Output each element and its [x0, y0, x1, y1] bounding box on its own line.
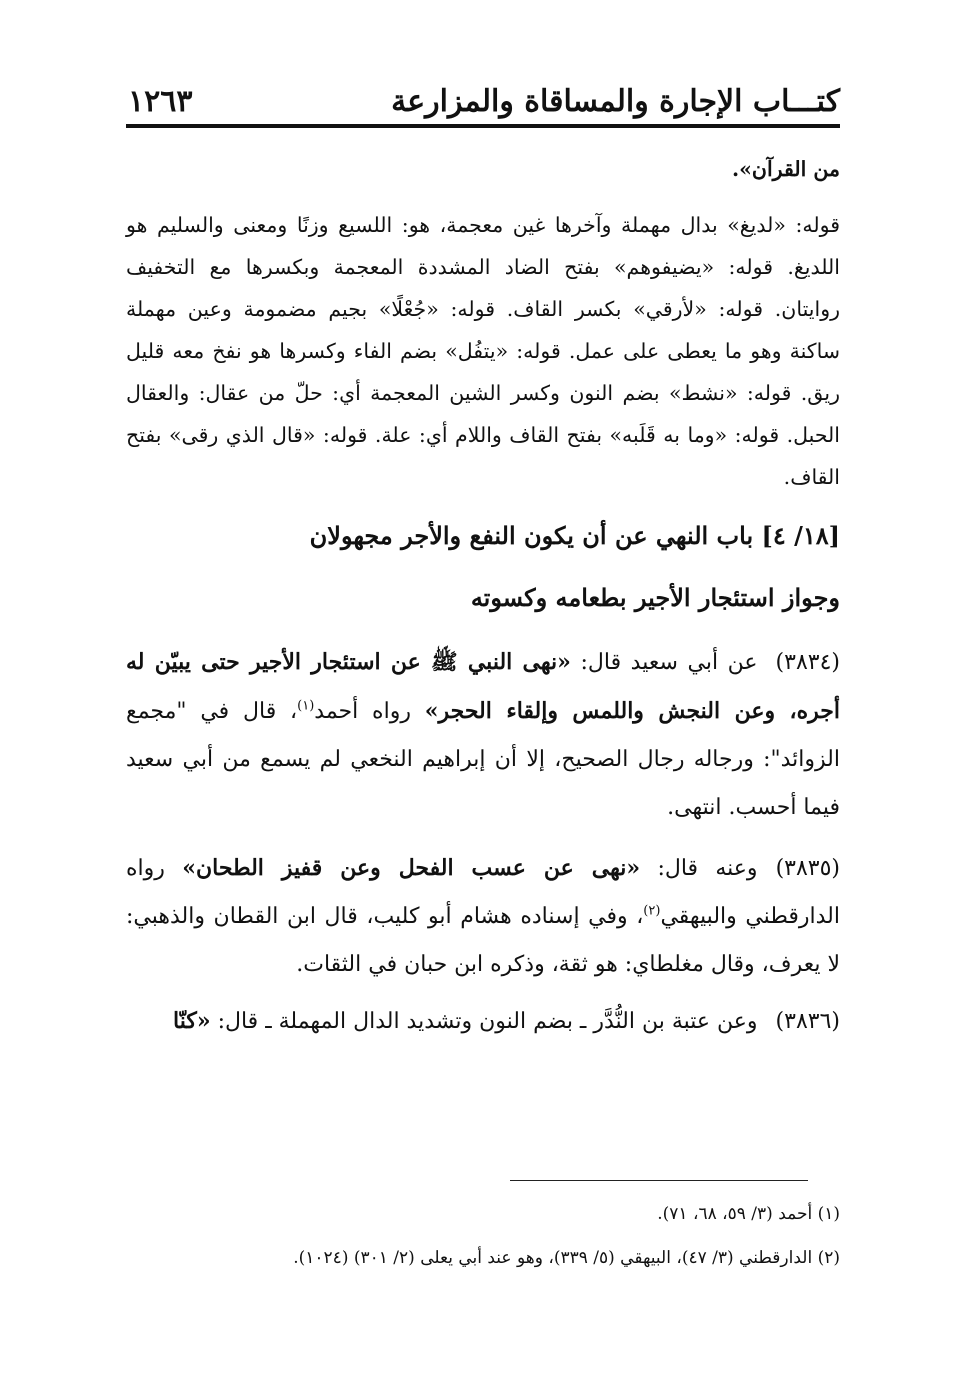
hadith-commentary: ، وفي إسناده هشام أبو كليب، قال ابن القطان والذهبي: لا يعرف، وقال مغلطاي: هو ثقة، وذكره ابن حبان في الثقات. — [126, 904, 840, 977]
hadith-source: رواه أحمد — [314, 699, 411, 724]
section-heading: [١٨/ ٤] باب النهي عن أن يكون النفع والأجر مجهولان — [309, 521, 840, 550]
section-subheading: وجواز استئجار الأجير بطعامه وكسوته — [470, 583, 840, 612]
footnotes — [126, 1192, 840, 1280]
hadith-text: «كنّا — [173, 1008, 211, 1034]
hadith-narrator: وعن عتبة بن النُّدَّر ـ بضم النون وتشديد الدال المهملة ـ قال: — [217, 1009, 758, 1034]
hadith-3836 — [126, 997, 840, 1046]
hadith-3834 — [126, 638, 840, 832]
hadith-text: «نهى النبي ﷺ عن استئجار الأجير حتى يبيّن له أجره، وعن النجش واللمس وإلقاء الحجر» — [126, 649, 841, 724]
main-text — [126, 148, 840, 1046]
header-rule — [126, 124, 840, 128]
footnote-ref[interactable]: (٢) — [643, 903, 661, 919]
footnote-ref[interactable]: (١) — [297, 698, 315, 714]
hadith-number: (٣٨٣٤) — [775, 650, 840, 675]
hadith-3835 — [126, 844, 840, 989]
footnote-1: (١) أحمد (٣/ ٥٩، ٦٨، ٧١). — [657, 1204, 840, 1224]
chapter-title: كتـــاب الإجارة والمساقاة والمزارعة — [391, 84, 840, 119]
hadith-text: «نهى عن عسب الفحل وعن قفيز الطحان» — [182, 855, 641, 881]
hadith-number: (٣٨٣٥) — [775, 856, 841, 881]
hadith-narrator: عن أبي سعيد قال: — [580, 650, 758, 675]
paragraph-continuation: من القرآن». — [731, 157, 840, 181]
page-number: ١٢٦٣ — [128, 84, 193, 119]
paragraph-glossary: قوله: «لديغ» بدال مهملة وآخرها غين معجمة، هو: اللسيع وزنًا ومعنى والسليم هو اللديغ. قوله: «يضيفوهم» بفتح الضاد المشددة المعجمة وبكسرها مع التخفيف روايتان. قوله: «لأرقي» بكسر القاف. قوله: «جُعْلًا» بجيم مضمومة وعين مهملة ساكنة وهو ما يعطى على عمل. قوله: «يتفُل» بضم الفاء وكسرها هو نفخ معه قليل ريق. قوله: «نشط» بضم النون وكسر الشين المعجمة أي: حلّ من عقال: والعقال الحبل. قوله: «وما به قَلَبه» بفتح القاف واللام أي: علة. قوله: «قال الذي رقى» بفتح القاف. — [126, 213, 840, 489]
hadith-source: رواه الدارقطني والبيهقي — [126, 856, 840, 929]
footnote-rule — [510, 1180, 808, 1181]
hadith-number: (٣٨٣٦) — [775, 1009, 840, 1034]
footnote-2: (٢) الدارقطني (٣/ ٤٧)، البيهقي (٥/ ٣٣٩)، وهو عند أبي يعلى (٢/ ٣٠١) (١٠٢٤). — [293, 1248, 840, 1268]
hadith-narrator: وعنه قال: — [657, 856, 758, 881]
running-header — [128, 82, 840, 126]
hadith-commentary: ، قال في "مجمع الزوائد": ورجاله رجال الصحيح، إلا أن إبراهيم النخعي لم يسمع من أبي سعيد فيما أحسب. انتهى. — [126, 699, 840, 820]
